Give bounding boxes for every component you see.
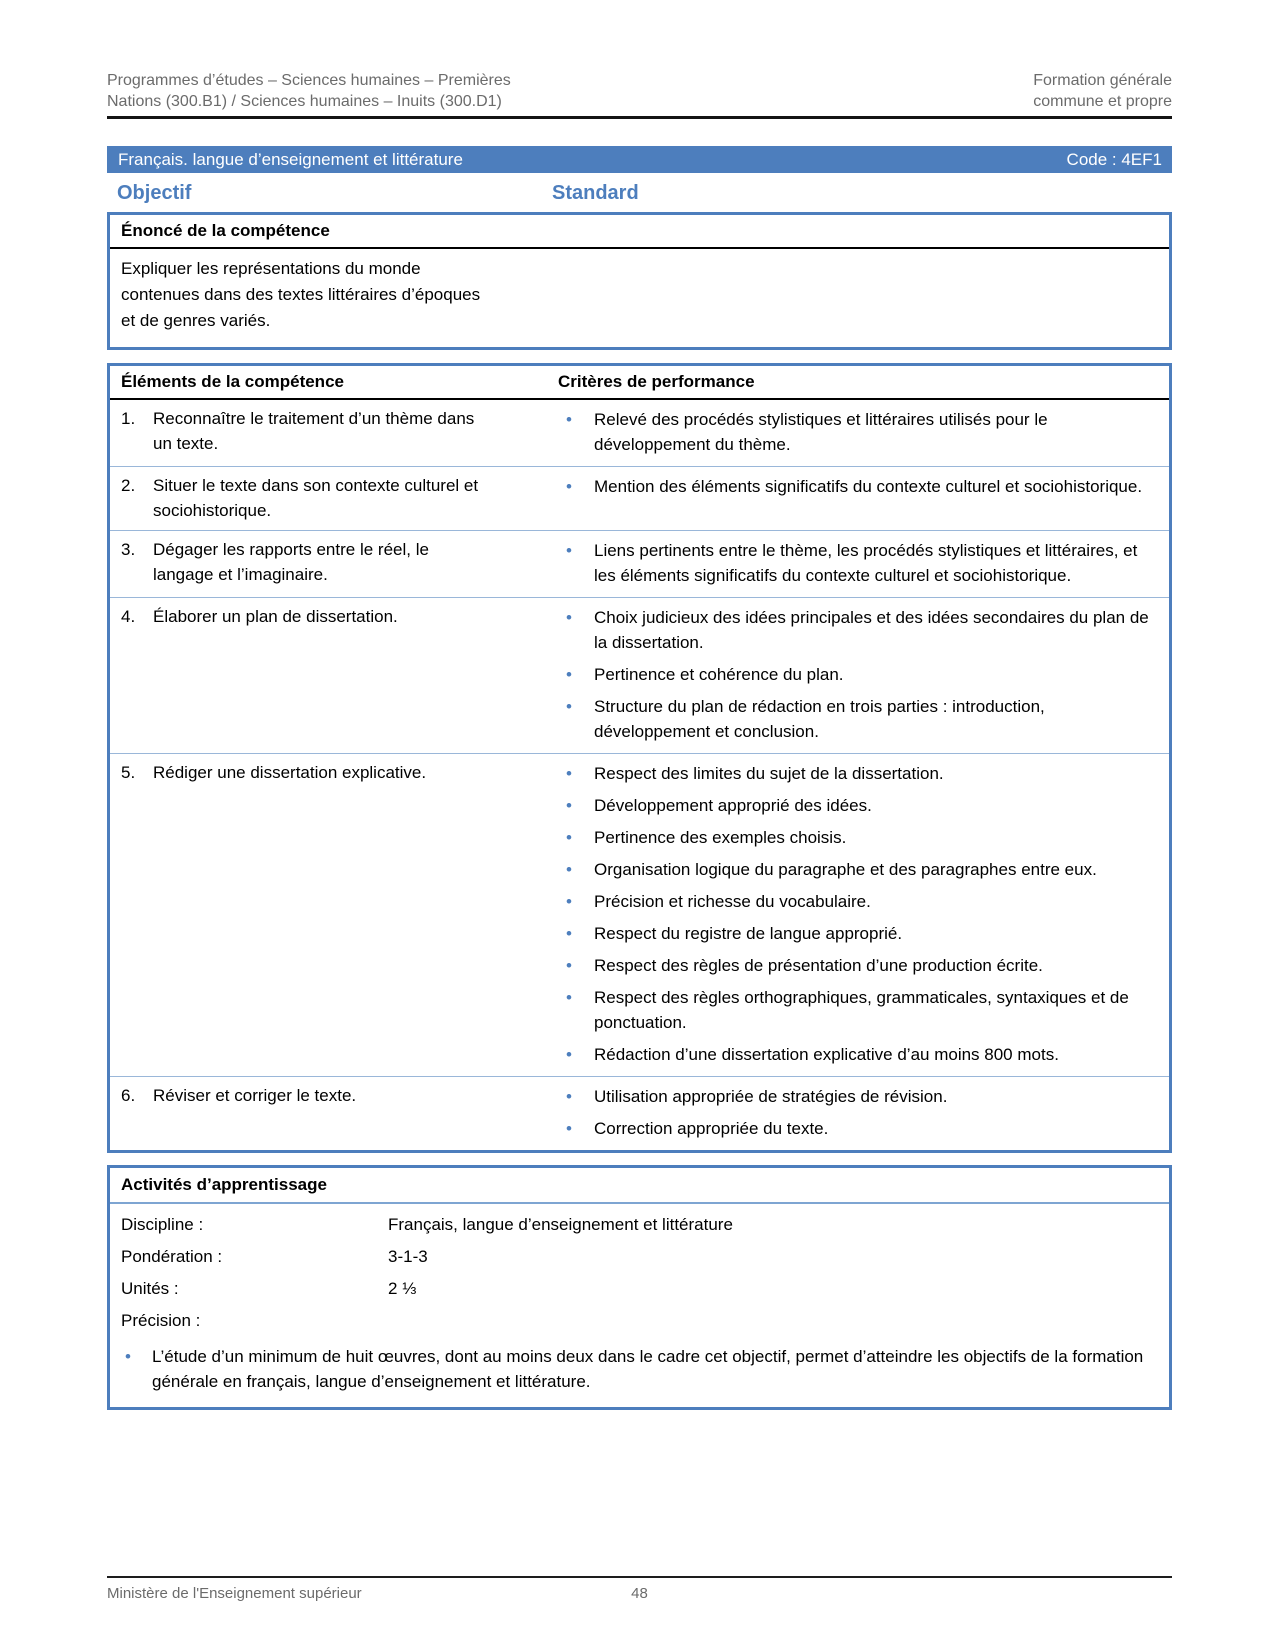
table-row — [110, 466, 1169, 530]
running-header-right — [1033, 70, 1172, 112]
bullet-icon: • — [566, 410, 572, 429]
running-header-left-line2: Nations (300.B1) / Sciences humaines – Inuits (300.D1) — [107, 93, 502, 110]
criterion-item — [558, 1083, 1159, 1111]
criterion-text: Organisation logique du paragraphe et des paragraphes entre eux. — [594, 860, 1097, 879]
bullet-icon: • — [125, 1347, 131, 1366]
criterion-item — [558, 473, 1159, 501]
criterion-text: Liens pertinents entre le thème, les procédés stylistiques et littéraires, et les éléments significatifs du contexte culturel et sociohistorique. — [594, 541, 1138, 585]
activity-field-row — [110, 1300, 1169, 1332]
bullet-icon: • — [566, 988, 572, 1007]
criterion-text: Respect des limites du sujet de la dissertation. — [594, 764, 944, 783]
criterion-item — [558, 824, 1159, 852]
criterion-item — [558, 693, 1159, 746]
criterion-text: Développement approprié des idées. — [594, 796, 872, 815]
table-row — [110, 597, 1169, 753]
elements-col1-header: Éléments de la compétence — [121, 372, 344, 391]
element-number: 1. — [121, 409, 136, 428]
course-banner — [107, 146, 1172, 173]
criterion-item — [558, 1115, 1159, 1143]
course-title: Français. langue d’enseignement et littérature — [118, 149, 463, 169]
column-gap — [493, 1083, 558, 1143]
bullet-icon: • — [566, 477, 572, 496]
criterion-text: Respect des règles de présentation d’une production écrite. — [594, 956, 1043, 975]
field-label: Discipline : — [121, 1215, 204, 1234]
running-header — [107, 70, 1172, 112]
heading-standard: Standard — [552, 182, 639, 204]
criterion-text: Mention des éléments significatifs du contexte culturel et sociohistorique. — [594, 477, 1143, 496]
column-gap — [493, 604, 558, 746]
element-text: Réviser et corriger le texte. — [153, 1086, 357, 1105]
element-number: 6. — [121, 1086, 136, 1105]
table-row — [110, 530, 1169, 597]
bullet-icon: • — [566, 924, 572, 943]
element-text: Dégager les rapports entre le réel, le langage et l’imaginaire. — [153, 540, 429, 584]
criterion-item — [558, 888, 1159, 916]
criterion-item — [558, 406, 1159, 459]
bullet-icon: • — [566, 608, 572, 627]
field-value: 2 ⅓ — [388, 1279, 417, 1298]
enonce-table — [107, 212, 1172, 350]
field-label: Unités : — [121, 1279, 179, 1298]
criterion-item — [558, 856, 1159, 884]
page-footer — [107, 1576, 1172, 1603]
column-gap — [493, 537, 558, 590]
field-label: Précision : — [121, 1311, 201, 1330]
bullet-icon: • — [566, 892, 572, 911]
criterion-text: Pertinence et cohérence du plan. — [594, 665, 844, 684]
column-gap — [493, 406, 558, 459]
enonce-body: Expliquer les représentations du monde contenues dans des textes littéraires d’époques et de genres variés. — [121, 259, 481, 330]
header-divider — [107, 116, 1172, 119]
field-value: Français, langue d’enseignement et littérature — [388, 1215, 733, 1234]
criteria-list — [558, 604, 1169, 746]
bullet-icon: • — [566, 860, 572, 879]
criterion-item — [558, 1041, 1159, 1069]
element-number: 4. — [121, 607, 136, 626]
bullet-icon: • — [566, 541, 572, 560]
column-gap — [493, 760, 558, 1069]
activites-table — [107, 1165, 1172, 1410]
criterion-item — [558, 952, 1159, 980]
running-header-right-line1: Formation générale — [1033, 72, 1172, 89]
criterion-text: Rédaction d’une dissertation explicative d’au moins 800 mots. — [594, 1045, 1059, 1064]
table-row — [110, 400, 1169, 466]
bullet-icon: • — [566, 697, 572, 716]
footer-row — [107, 1584, 1172, 1603]
heading-objectif: Objectif — [117, 182, 192, 204]
running-header-left-line1: Programmes d’études – Sciences humaines – Premières — [107, 72, 511, 89]
criterion-text: Respect du registre de langue approprié. — [594, 924, 903, 943]
precision-bullet-item — [110, 1332, 1169, 1407]
activites-header: Activités d’apprentissage — [110, 1168, 1169, 1204]
bullet-icon: • — [566, 1045, 572, 1064]
criterion-item — [558, 537, 1159, 590]
criterion-text: Correction appropriée du texte. — [594, 1119, 829, 1138]
element-number: 3. — [121, 540, 136, 559]
element-text: Élaborer un plan de dissertation. — [153, 607, 398, 626]
bullet-icon: • — [566, 665, 572, 684]
element-text: Reconnaître le traitement d’un thème dans un texte. — [153, 409, 475, 453]
criterion-text: Choix judicieux des idées principales et des idées secondaires du plan de la dissertation. — [594, 608, 1149, 652]
activity-field-row — [110, 1268, 1169, 1300]
activity-field-row — [110, 1204, 1169, 1236]
criterion-item — [558, 792, 1159, 820]
column-gap — [493, 473, 558, 523]
field-label: Pondération : — [121, 1247, 223, 1266]
table-row — [110, 753, 1169, 1076]
criterion-text: Structure du plan de rédaction en trois parties : introduction, développement et conclusion. — [594, 697, 1045, 741]
criteria-list — [558, 473, 1169, 523]
criteria-list — [558, 537, 1169, 590]
criteria-list — [558, 760, 1169, 1069]
criteria-list — [558, 406, 1169, 459]
section-headings — [107, 181, 1172, 205]
bullet-icon: • — [566, 1087, 572, 1106]
page-number: 48 — [631, 1585, 648, 1602]
running-header-left — [107, 70, 511, 112]
bullet-icon: • — [566, 956, 572, 975]
page-content — [107, 0, 1172, 1410]
element-number: 2. — [121, 476, 136, 495]
activity-field-row — [110, 1236, 1169, 1268]
element-text: Situer le texte dans son contexte culturel et sociohistorique. — [153, 476, 479, 520]
elements-col2-header: Critères de performance — [558, 372, 755, 391]
criterion-text: Respect des règles orthographiques, grammaticales, syntaxiques et de ponctuation. — [594, 988, 1129, 1032]
footer-divider — [107, 1576, 1172, 1578]
field-value: 3-1-3 — [388, 1247, 428, 1266]
criterion-text: Précision et richesse du vocabulaire. — [594, 892, 871, 911]
criterion-item — [558, 604, 1159, 657]
criterion-item — [558, 661, 1159, 689]
activites-fields — [110, 1204, 1169, 1332]
element-text: Rédiger une dissertation explicative. — [153, 763, 427, 782]
element-number: 5. — [121, 763, 136, 782]
course-code: Code : 4EF1 — [1066, 149, 1162, 169]
footer-ministry: Ministère de l'Enseignement supérieur — [107, 1585, 362, 1602]
criterion-item — [558, 984, 1159, 1037]
criterion-text: Utilisation appropriée de stratégies de révision. — [594, 1087, 948, 1106]
running-header-right-line2: commune et propre — [1033, 93, 1172, 110]
field-value — [388, 1310, 1159, 1332]
elements-table — [107, 363, 1172, 1153]
criterion-text: Pertinence des exemples choisis. — [594, 828, 847, 847]
bullet-icon: • — [566, 796, 572, 815]
elements-rows — [110, 400, 1169, 1150]
criterion-text: Relevé des procédés stylistiques et littéraires utilisés pour le développement du thème. — [594, 410, 1048, 454]
bullet-icon: • — [566, 1119, 572, 1138]
criterion-item — [558, 760, 1159, 788]
table-row — [110, 1076, 1169, 1150]
criterion-item — [558, 920, 1159, 948]
bullet-icon: • — [566, 764, 572, 783]
criteria-list — [558, 1083, 1169, 1143]
elements-header-row — [110, 366, 1169, 400]
bullet-icon: • — [566, 828, 572, 847]
precision-bullet-text: L’étude d’un minimum de huit œuvres, dont au moins deux dans le cadre cet objectif, permet d’atteindre les objectifs de la formation générale en français, langue d’enseignement et littérature. — [152, 1347, 1144, 1391]
enonce-header: Énoncé de la compétence — [110, 215, 1169, 249]
